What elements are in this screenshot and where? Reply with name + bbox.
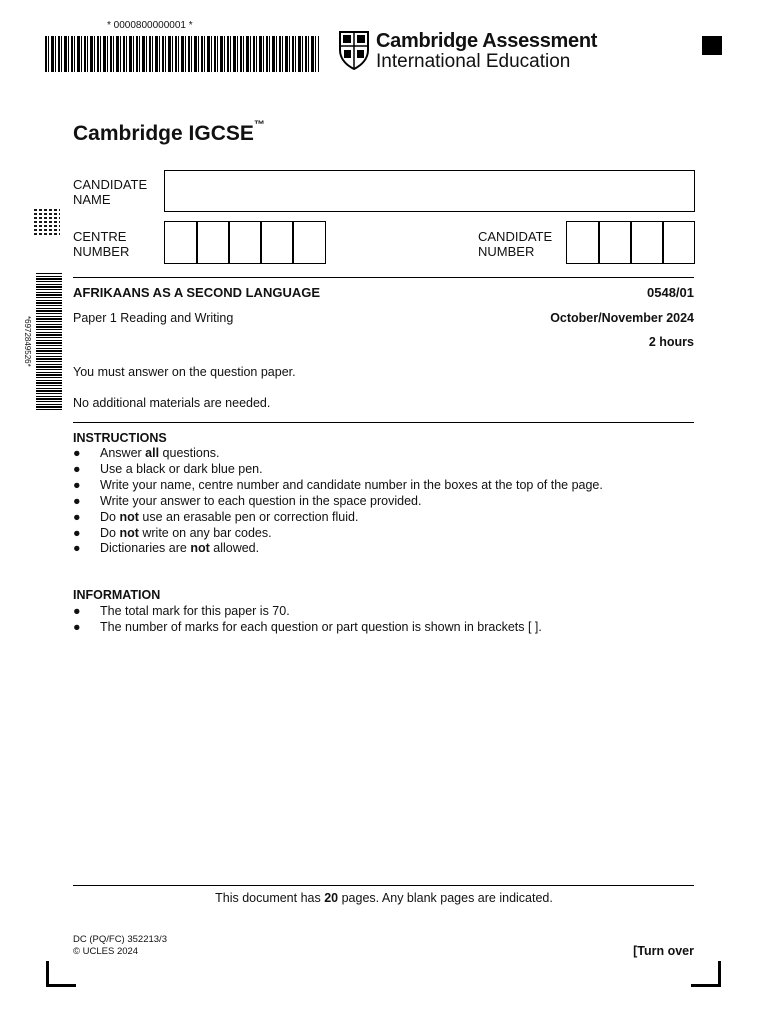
crest-icon <box>338 30 370 70</box>
instruction-text: Write your name, centre number and candidate number in the boxes at the top of the page. <box>100 477 603 492</box>
bullet-icon: ● <box>73 509 81 524</box>
instruction-emphasis: not <box>119 509 139 524</box>
centre-number-box-4[interactable] <box>260 221 294 264</box>
centre-number-box-3[interactable] <box>228 221 262 264</box>
cambridge-logo <box>338 30 598 72</box>
divider-footer <box>73 885 694 886</box>
candidate-number-box-3[interactable] <box>630 221 664 264</box>
information-text: The total mark for this paper is 70. <box>100 604 290 618</box>
copyright: © UCLES 2024 <box>73 946 139 957</box>
instruction-text-end: questions. <box>159 446 220 460</box>
barcode-number: * 0000800000001 * <box>107 20 193 31</box>
instruction-text-end: allowed. <box>209 541 260 556</box>
answer-note: You must answer on the question paper. <box>73 365 296 379</box>
paper-name: Paper 1 Reading and Writing <box>73 311 234 325</box>
exam-duration: 2 hours <box>648 335 694 349</box>
candidate-number-box-4[interactable] <box>662 221 695 264</box>
page-count-post: pages. Any blank pages are indicated. <box>338 891 553 905</box>
candidate-name-label: CANDIDATE NAME <box>73 177 148 207</box>
exam-session: October/November 2024 <box>550 311 694 325</box>
instruction-emphasis: all <box>145 446 160 460</box>
instruction-text: Write your answer to each question in the space provided. <box>100 493 422 508</box>
instruction-text: Answer <box>100 446 146 460</box>
instruction-text: Do <box>100 525 120 540</box>
materials-note: No additional materials are needed. <box>73 396 271 410</box>
instruction-emphasis: not <box>190 541 210 556</box>
top-barcode <box>45 36 319 72</box>
instruction-item <box>73 446 603 462</box>
bullet-icon: ● <box>73 461 81 476</box>
information-text: The number of marks for each question or part question is shown in brackets [ ]. <box>100 619 542 634</box>
centre-number-box-5[interactable] <box>292 221 326 264</box>
information-item <box>73 604 542 620</box>
bullet-icon: ● <box>73 541 81 556</box>
candidate-number-box-2[interactable] <box>598 221 632 264</box>
instruction-text-end: write on any bar codes. <box>138 525 272 540</box>
logo-line2: International Education <box>376 51 571 72</box>
side-barcode-number: *6972849526* <box>23 315 32 367</box>
instruction-text: Use a black or dark blue pen. <box>100 461 263 476</box>
bullet-icon: ● <box>73 446 81 460</box>
instruction-emphasis: not <box>119 525 139 540</box>
crop-mark-left-horizontal <box>46 984 76 987</box>
bullet-icon: ● <box>73 604 81 618</box>
candidate-number-label: CANDIDATE NUMBER <box>478 229 553 259</box>
turn-over: [Turn over <box>633 944 694 958</box>
bullet-icon: ● <box>73 525 81 540</box>
divider-middle <box>73 422 694 423</box>
instruction-item <box>73 478 603 494</box>
subject-title: AFRIKAANS AS A SECOND LANGUAGE <box>73 285 321 300</box>
information-item <box>73 620 542 636</box>
candidate-number-box-1[interactable] <box>566 221 600 264</box>
paper-code: 0548/01 <box>647 285 694 300</box>
bullet-icon: ● <box>73 493 81 508</box>
page-count-value: 20 <box>324 891 339 905</box>
instruction-text: Do <box>100 509 120 524</box>
centre-number-box-1[interactable] <box>164 221 198 264</box>
bullet-icon: ● <box>73 619 81 634</box>
crop-mark-right-horizontal <box>691 984 721 987</box>
instruction-text-end: use an erasable pen or correction fluid. <box>138 509 359 524</box>
instruction-text: Dictionaries are <box>100 541 191 556</box>
instructions-heading: INSTRUCTIONS <box>73 431 167 445</box>
centre-number-label: CENTRE NUMBER <box>73 229 130 259</box>
information-heading: INFORMATION <box>73 588 161 602</box>
document-ref: DC (PQ/FC) 352213/3 <box>73 934 167 945</box>
divider-top <box>73 277 694 278</box>
centre-number-box-2[interactable] <box>196 221 230 264</box>
page-title <box>73 119 265 146</box>
instruction-item <box>73 526 603 542</box>
qr-code-pattern <box>34 209 60 235</box>
title-text: Cambridge IGCSE <box>73 122 254 145</box>
bullet-icon: ● <box>73 477 81 492</box>
logo-line1: Cambridge Assessment <box>376 30 598 52</box>
page-count-note <box>0 891 768 905</box>
page-count-pre: This document has <box>215 891 325 905</box>
corner-marker <box>702 36 722 55</box>
instructions-list <box>73 446 603 557</box>
information-list <box>73 604 542 636</box>
instruction-item <box>73 462 603 478</box>
trademark-symbol: ™ <box>253 119 265 131</box>
candidate-name-field[interactable] <box>164 170 695 212</box>
side-barcode <box>36 272 62 410</box>
instruction-item <box>73 510 603 526</box>
instruction-item <box>73 541 603 557</box>
instruction-item <box>73 494 603 510</box>
